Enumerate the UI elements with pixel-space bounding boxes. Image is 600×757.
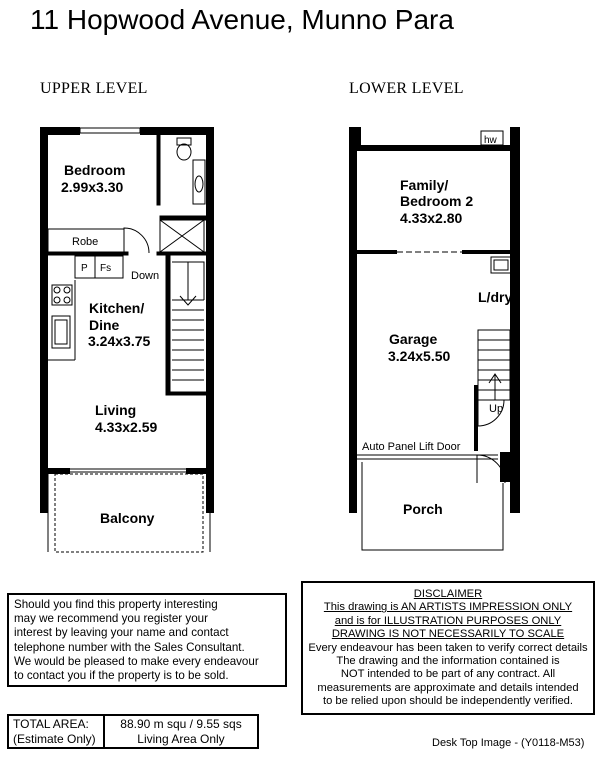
contact-line: interest by leaving your name and contact <box>14 626 229 640</box>
disclaimer-line: This drawing is AN ARTISTS IMPRESSION ONLY <box>323 601 573 614</box>
kitchen-name-2: Dine <box>89 317 120 333</box>
upper-south-wall-right <box>186 468 214 474</box>
hw-label: hw <box>484 135 497 146</box>
contact-notice <box>7 593 287 687</box>
total-area-label-2: (Estimate Only) <box>13 732 96 746</box>
lower-stairs <box>478 330 510 400</box>
ensuite-wall <box>157 135 160 205</box>
disclaimer-box <box>301 581 595 715</box>
bedroom-window <box>80 128 140 133</box>
bedroom-dims: 2.99x3.30 <box>61 179 124 195</box>
lower-level-heading: LOWER LEVEL <box>349 80 464 97</box>
balcony-label: Balcony <box>100 510 155 526</box>
page-title: 11 Hopwood Avenue, Munno Para <box>30 4 454 35</box>
living-name: Living <box>95 402 137 418</box>
basin-icon <box>195 176 203 192</box>
contact-line: Should you find this property interesting <box>14 598 218 611</box>
porch-label: Porch <box>403 501 443 517</box>
laundry-label: L/dry <box>478 289 513 305</box>
family-name-1: Family/ <box>400 177 449 193</box>
living-dims: 4.33x2.59 <box>95 419 158 435</box>
total-area-value-1: 88.90 m squ / 9.55 sqs <box>120 717 242 731</box>
family-name-2: Bedroom 2 <box>400 193 474 209</box>
total-area-box <box>7 714 259 749</box>
bedroom-door-swing <box>124 228 149 253</box>
contact-line: to contact you if the property is to be sold. <box>14 669 229 683</box>
upper-stairs <box>172 262 204 380</box>
disclaimer-line: and is for ILLUSTRATION PURPOSES ONLY <box>334 614 562 627</box>
disclaimer-body-line: The drawing and the information contained is <box>336 655 560 668</box>
garage-door-label: Auto Panel Lift Door <box>362 441 461 453</box>
contact-line: We would be pleased to make every endeavour <box>14 654 259 668</box>
image-reference: Desk Top Image - (Y0118-M53) <box>432 737 585 749</box>
upper-east-wall <box>206 127 214 513</box>
toilet-bowl-icon <box>177 144 191 160</box>
upper-west-wall <box>40 127 48 513</box>
upper-level-heading: UPPER LEVEL <box>40 80 148 97</box>
pantry-label: P <box>81 263 88 274</box>
fridge-space-label: Fs <box>100 263 112 274</box>
family-garage-wall-left <box>357 250 397 254</box>
kitchen-dims: 3.24x3.75 <box>88 333 151 349</box>
upper-south-wall-left <box>40 468 70 474</box>
disclaimer-body-line: Every endeavour has been taken to verify correct details <box>308 641 588 654</box>
upper-north-wall-left <box>40 127 80 135</box>
disclaimer-heading: DISCLAIMER <box>413 588 483 600</box>
bedroom-name: Bedroom <box>64 162 126 178</box>
total-area-label-1: TOTAL AREA: <box>13 717 89 731</box>
total-area-label <box>9 716 105 747</box>
stair-wall <box>166 255 170 395</box>
disclaimer-body-line: to be relied upon should be independently verified. <box>322 695 574 708</box>
stairs-up-label: Up <box>489 403 504 415</box>
family-garage-wall-right <box>462 250 510 254</box>
stair-enclosure-wall <box>474 385 478 451</box>
total-area-value <box>105 716 257 747</box>
disclaimer-body-line: measurements are approximate and details intended <box>317 681 579 694</box>
stairs-down-label: Down <box>131 270 160 282</box>
robe-label: Robe <box>72 236 99 248</box>
contact-line: may we recommend you register your <box>14 612 208 626</box>
garage-name: Garage <box>389 331 438 347</box>
total-area-value-2: Living Area Only <box>137 732 225 746</box>
disclaimer-body-line: NOT intended to be part of any contract. All <box>340 668 556 681</box>
disclaimer-line: DRAWING IS NOT NECESSARILY TO SCALE <box>331 628 565 641</box>
family-dims: 4.33x2.80 <box>400 210 463 226</box>
upper-north-wall-right <box>140 127 214 135</box>
garage-dims: 3.24x5.50 <box>388 348 451 364</box>
kitchen-name-1: Kitchen/ <box>89 300 145 316</box>
contact-line: telephone number with the Sales Consultant. <box>14 640 245 654</box>
